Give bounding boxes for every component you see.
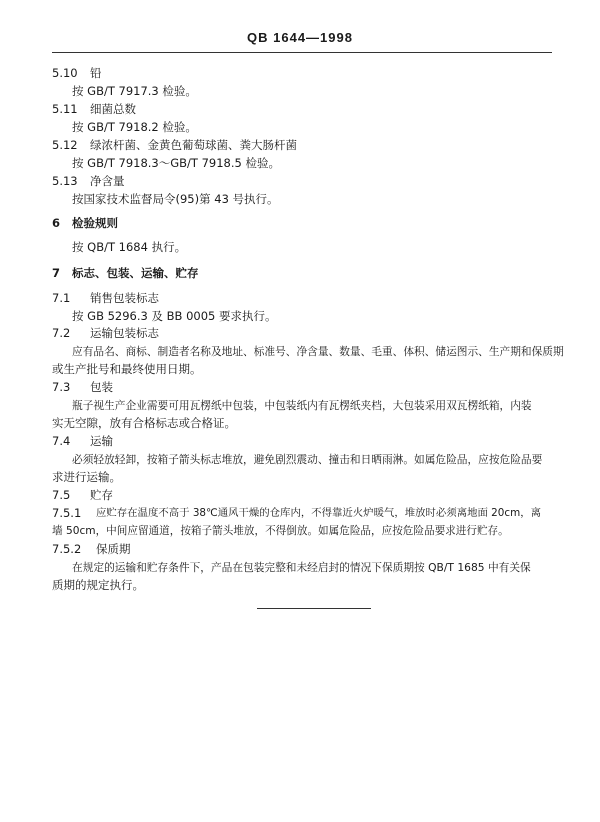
section-title: 标志、包装、运输、贮存 <box>72 266 199 280</box>
section-title: 销售包装标志 <box>90 291 159 305</box>
section-text: 实无空隙，放有合格标志或合格证。 <box>52 416 236 430</box>
section-text: 按国家技术监督局令(95)第 43 号执行。 <box>72 192 279 206</box>
section-number: 7 <box>52 266 61 280</box>
section-text: 按 GB/T 7917.3 检验。 <box>72 84 197 98</box>
section-number: 5.10 <box>52 66 78 80</box>
section-title: 细菌总数 <box>90 102 136 116</box>
section-title: 运输包装标志 <box>90 326 159 340</box>
section-title: 贮存 <box>90 488 113 502</box>
section-number: 7.5 <box>52 488 71 502</box>
section-number: 6 <box>52 216 61 230</box>
section-number: 7.2 <box>52 326 71 340</box>
header-divider <box>52 52 552 53</box>
section-title: 绿浓杆菌、金黄色葡萄球菌、粪大肠杆菌 <box>90 138 297 152</box>
section-title: 净含量 <box>90 174 125 188</box>
section-text: 求进行运输。 <box>52 470 121 484</box>
section-title: 检验规则 <box>72 216 118 230</box>
section-text: 或生产批号和最终使用日期。 <box>52 362 202 376</box>
section-text: 按 GB/T 7918.2 检验。 <box>72 120 197 134</box>
section-number: 5.12 <box>52 138 78 152</box>
section-text: 在规定的运输和贮存条件下，产品在包装完整和未经启封的情况下保质期按 QB/T 1685 中有关保 <box>72 561 531 574</box>
section-title: 保质期 <box>96 542 131 556</box>
section-text: 按 GB/T 7918.3～GB/T 7918.5 检验。 <box>72 156 280 170</box>
section-number: 7.4 <box>52 434 71 448</box>
end-divider <box>257 608 371 609</box>
section-text: 质期的规定执行。 <box>52 578 144 592</box>
section-text: 墙 50cm，中间应留通道，按箱子箭头堆放，不得倒放。如属危险品，应按危险品要求进行贮存。 <box>52 525 509 537</box>
section-number: 5.13 <box>52 174 78 188</box>
section-title: 运输 <box>90 434 113 448</box>
section-text: 应有品名、商标、制造者名称及地址、标准号、净含量、数量、毛重、体积、储运图示、生产期和保质期 <box>72 345 564 358</box>
section-title: 包装 <box>90 380 113 394</box>
section-number: 7.3 <box>52 380 71 394</box>
section-text: 瓶子视生产企业需要可用瓦楞纸中包装，中包装纸内有瓦楞纸夹档，大包装采用双瓦楞纸箱，内装 <box>72 399 532 412</box>
section-text: 按 QB/T 1684 执行。 <box>72 240 187 254</box>
section-text: 必须轻放轻卸，按箱子箭头标志堆放，避免剧烈震动、撞击和日晒雨淋。如属危险品，应按危险品要 <box>72 453 543 466</box>
page-header: QB 1644—1998 <box>247 30 353 45</box>
section-number: 7.5.2 <box>52 542 82 556</box>
section-text: 应贮存在温度不高于 38℃通风干燥的仓库内，不得靠近火炉暖气，堆放时必须离地面 20cm，离 <box>96 507 542 519</box>
section-text: 按 GB 5296.3 及 BB 0005 要求执行。 <box>72 309 277 323</box>
section-number: 7.1 <box>52 291 71 305</box>
section-number: 5.11 <box>52 102 78 116</box>
section-title: 铅 <box>90 66 102 80</box>
section-number: 7.5.1 <box>52 506 82 520</box>
